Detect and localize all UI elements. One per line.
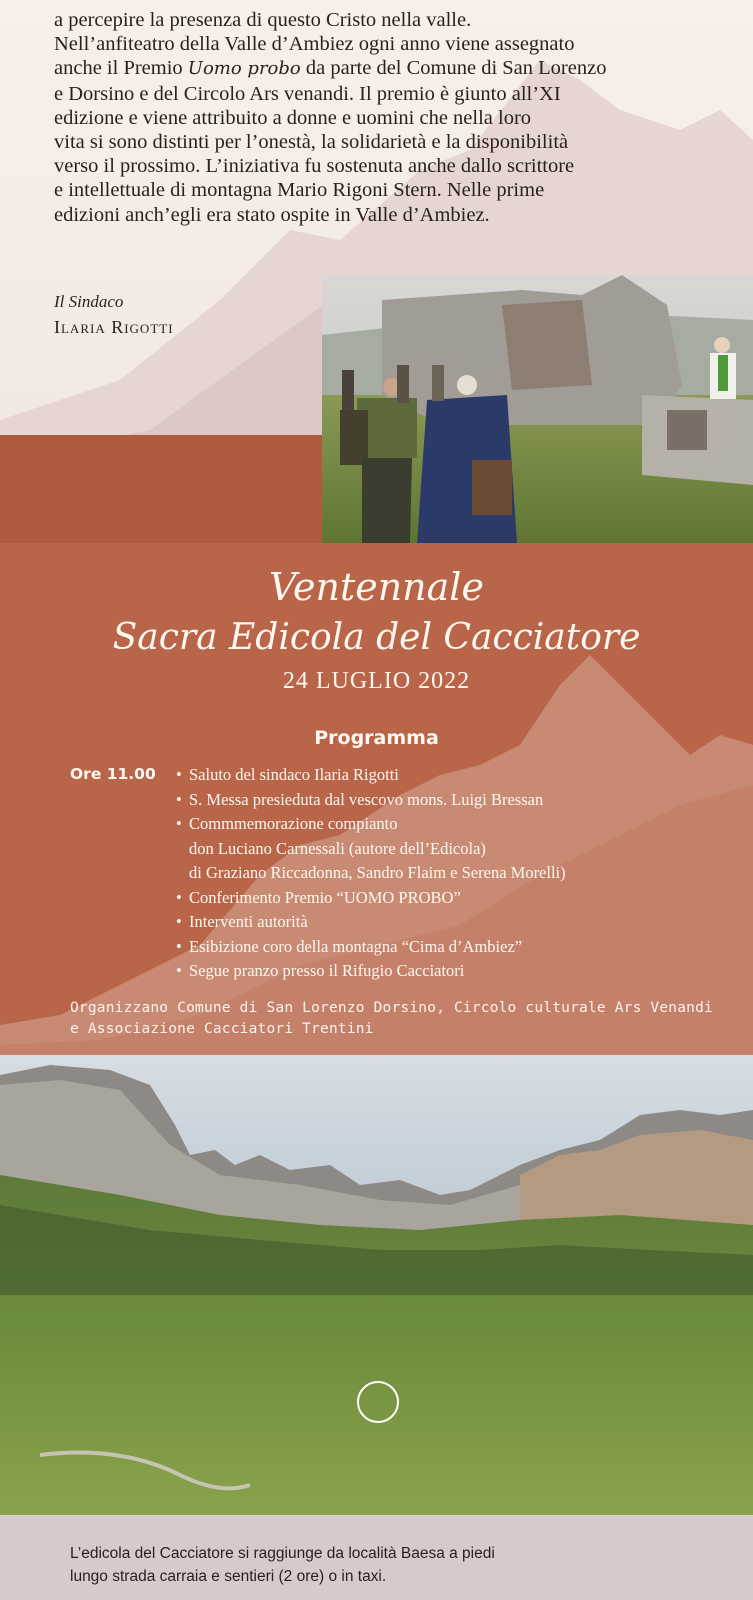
event-time: Ore 11.00 [70, 765, 156, 783]
event-title: Ventennale [269, 565, 484, 609]
programme-item-continuation: di Graziano Riccadonna, Sandro Flaim e Serena Morelli) [189, 863, 566, 882]
intro-line: Nell’anfiteatro della Valle d’Ambiez ogni anno viene assegnato [54, 33, 575, 56]
access-line: L’edicola del Cacciatore si raggiunge da località Baesa a piedi [70, 1545, 495, 1562]
intro-line: vita si sono distinti per l’onestà, la solidarietà e la disponibilità [54, 131, 569, 154]
intro-line: edizioni anch’egli era stato ospite in Valle d’Ambiez. [54, 203, 490, 226]
intro-fragment: anche il Premio [54, 57, 188, 80]
award-name: Uomo probo [187, 58, 301, 80]
intro-text [54, 8, 694, 227]
programme-item: • Commmemorazione compianto [176, 812, 736, 837]
programme-item-continuation: don Luciano Carnessali (autore dell’Edicola) [189, 838, 486, 858]
rust-band [0, 435, 322, 543]
signature-name: Ilaria Rigotti [54, 317, 174, 337]
programme-item: • Esibizione coro della montagna “Cima d’Ambiez” [176, 935, 736, 960]
programme-item: • Conferimento Premio “UOMO PROBO” [176, 886, 736, 911]
event-date: 24 LUGLIO 2022 [282, 668, 471, 694]
intro-line: a percepire la presenza di questo Cristo nella valle. [54, 9, 472, 31]
programme-item: • Segue pranzo presso il Rifugio Cacciatori [176, 959, 736, 984]
organizers-line: Organizzano Comune di San Lorenzo Dorsino, Circolo culturale Ars Venandi [70, 1000, 713, 1016]
programme-item: • Saluto del sindaco Ilaria Rigotti [176, 763, 736, 788]
programme-item: • S. Messa presieduta dal vescovo mons. Luigi Bressan [176, 788, 736, 813]
intro-line: e intellettuale di montagna Mario Rigoni Stern. Nelle prime [54, 179, 545, 202]
access-line: lungo strada carraia e sentieri (2 ore) o in taxi. [70, 1568, 387, 1585]
event-subtitle: Sacra Edicola del Cacciatore [112, 617, 641, 658]
signature [54, 292, 174, 338]
valley-photo [0, 1055, 753, 1515]
programme-heading: Programma [314, 727, 439, 749]
organizers [70, 998, 720, 1039]
intro-line: verso il prossimo. L’iniziativa fu sostenuta anche dallo scrittore [54, 155, 575, 178]
intro-line: edizione e viene attribuito a donne e uomini che nella loro [54, 106, 532, 129]
intro-fragment: da parte del Comune di San Lorenzo [300, 57, 607, 80]
intro-line [54, 56, 694, 81]
programme-item: • Interventi autorità [176, 910, 736, 935]
access-info [70, 1542, 710, 1588]
shrine-photo [322, 275, 753, 543]
signature-role: Il Sindaco [54, 292, 124, 311]
intro-line: e Dorsino e del Circolo Ars venandi. Il premio è giunto all’XI [54, 82, 561, 105]
programme-list [176, 763, 736, 984]
organizers-line: e Associazione Cacciatori Trentini [70, 1020, 374, 1037]
